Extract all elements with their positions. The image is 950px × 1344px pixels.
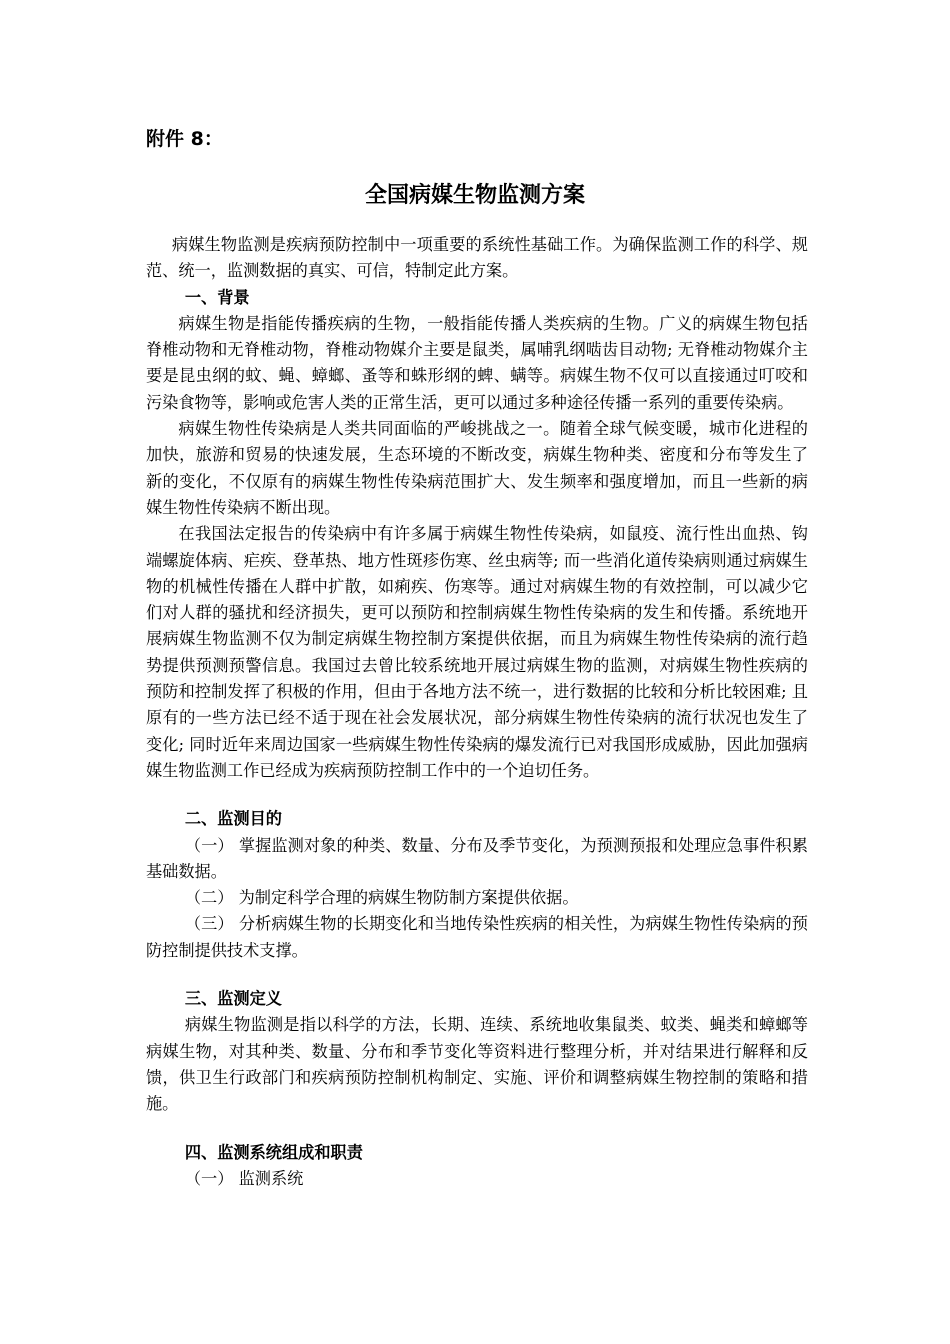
background-paragraph-1: 病媒生物是指能传播疾病的生物，一般指能传播人类疾病的生物。广义的病媒生物包括脊椎动物和无脊椎动物，脊椎动物媒介主要是鼠类，属哺乳纲啮齿目动物; 无脊椎动物媒介主要是昆虫纲的蚊、蝇、蟑螂、蚤等和蛛形纲的蜱、螨等。病媒生物不仅可以直接通过叮咬和污染食物等，影响或危害人类的正常生活，更可以通过多种途径传播一系列的重要传染病。 — [146, 313, 808, 412]
attachment-label: 附件 8： — [146, 128, 223, 150]
document-body — [146, 232, 808, 1192]
spacer — [146, 784, 808, 806]
intro-paragraph: 病媒生物监测是疾病预防控制中一项重要的系统性基础工作。为确保监测工作的科学、规范、统一，监测数据的真实、可信，特制定此方案。 — [146, 235, 808, 281]
section-system-heading: 四、监测系统组成和职责 — [184, 1142, 363, 1162]
spacer — [146, 964, 808, 986]
background-paragraph-3: 在我国法定报告的传染病中有许多属于病媒生物性传染病，如鼠疫、流行性出血热、钩端螺旋体病、疟疾、登革热、地方性斑疹伤寒、丝虫病等; 而一些消化道传染病则通过病媒生物的机械性传播在人群中扩散，如痢疾、伤寒等。通过对病媒生物的有效控制，可以减少它们对人群的骚扰和经济损失，更可以预防和控制病媒生物性传染病的发生和传播。系统地开展病媒生物监测不仅为制定病媒生物控制方案提供依据，而且为病媒生物性传染病的流行趋势提供预测预警信息。我国过去曾比较系统地开展过病媒生物的监测，对病媒生物性疾病的预防和控制发挥了积极的作用，但由于各地方法不统一，进行数据的比较和分析比较困难; 且原有的一些方法已经不适于现在社会发展状况，部分病媒生物性传染病的流行状况也发生了变化; 同时近年来周边国家一些病媒生物性传染病的爆发流行已对我国形成威胁，因此加强病媒生物监测工作已经成为疾病预防控制工作中的一个迫切任务。 — [146, 524, 808, 780]
document-title: 全国病媒生物监测方案 — [364, 183, 585, 208]
spacer — [146, 1118, 808, 1140]
definition-paragraph: 病媒生物监测是指以科学的方法，长期、连续、系统地收集鼠类、蚊类、蝇类和蟑螂等病媒生物，对其种类、数量、分布和季节变化等资料进行整理分析，并对结果进行解释和反馈，供卫生行政部门和疾病预防控制机构制定、实施、评价和调整病媒生物控制的策略和措施。 — [146, 1015, 808, 1114]
section-purpose-heading: 二、监测目的 — [184, 809, 282, 829]
purpose-item-3: （三） 分析病媒生物的长期变化和当地传染性疾病的相关性，为病媒生物性传染病的预防控制提供技术支撑。 — [146, 914, 808, 960]
system-sub-item: （一） 监测系统 — [184, 1168, 304, 1188]
background-paragraph-2: 病媒生物性传染病是人类共同面临的严峻挑战之一。随着全球气候变暖，城市化进程的加快，旅游和贸易的快速发展，生态环境的不断改变，病媒生物种类、密度和分布等发生了新的变化，不仅原有的病媒生物性传染病范围扩大、发生频率和强度增加，而且一些新的病媒生物性传染病不断出现。 — [146, 419, 808, 517]
section-definition-heading: 三、监测定义 — [184, 989, 282, 1009]
purpose-item-1: （一） 掌握监测对象的种类、数量、分布及季节变化，为预测预报和处理应急事件积累基础数据。 — [146, 835, 808, 881]
section-background-heading: 一、背景 — [184, 287, 250, 307]
purpose-item-2: （二） 为制定科学合理的病媒生物防制方案提供依据。 — [184, 888, 579, 908]
